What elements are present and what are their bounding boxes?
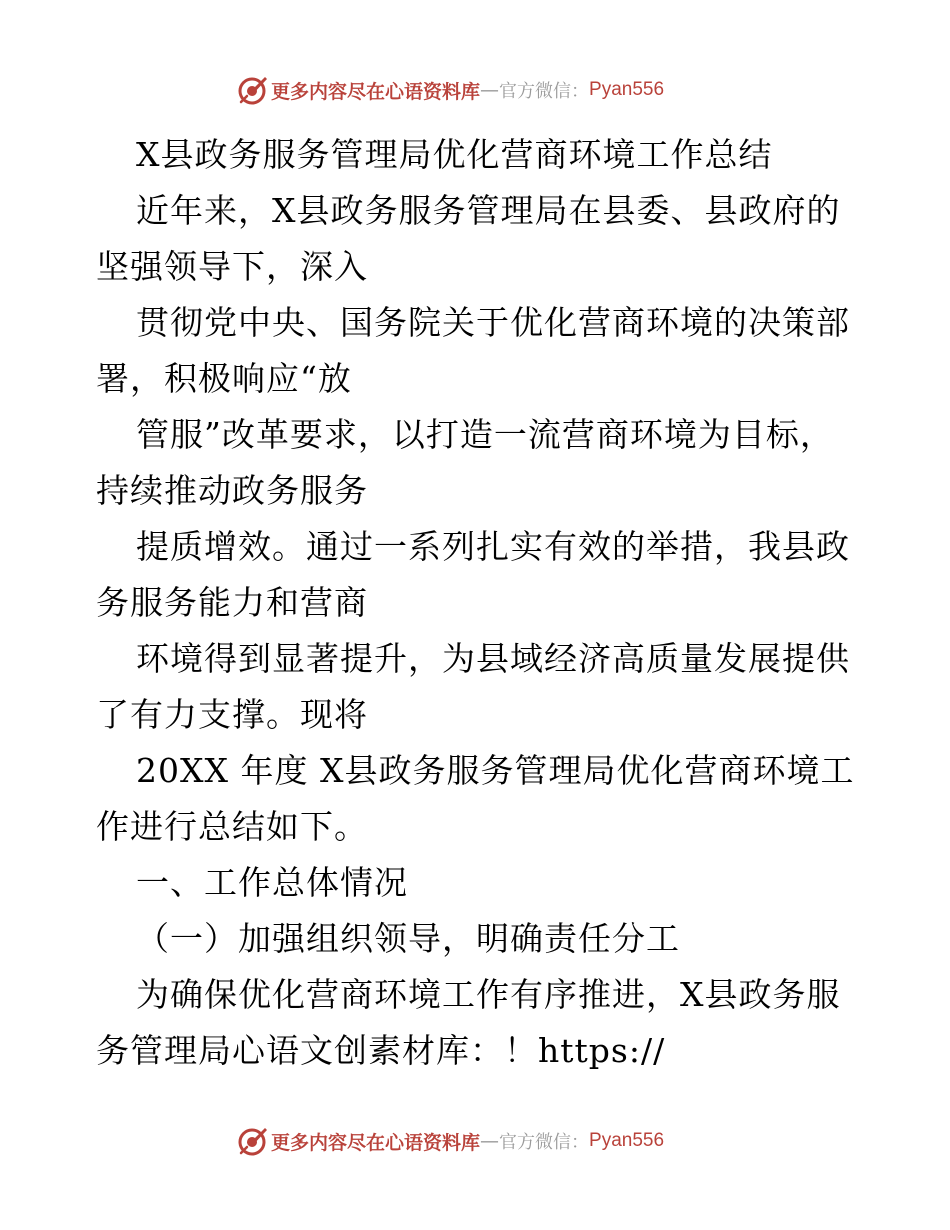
watermark-separator: — bbox=[480, 79, 500, 101]
paragraph-line: 坚强领导下，深入 bbox=[96, 247, 368, 286]
paragraph-line: 务管理局心语文创素材库：！https:// bbox=[96, 1031, 666, 1070]
quill-pen-logo-icon bbox=[235, 1124, 269, 1158]
subsection-heading: （一）加强组织领导，明确责任分工 bbox=[136, 919, 680, 958]
watermark-sub-text: 官方微信： bbox=[499, 81, 590, 102]
paragraph-line: 了有力支撑。现将 bbox=[96, 695, 368, 734]
watermark-main-text: 更多内容尽在心语资料库 bbox=[271, 80, 481, 103]
quill-pen-logo-icon bbox=[235, 73, 269, 107]
paragraph-line: 近年来，X县政务服务管理局在县委、县政府的 bbox=[136, 191, 841, 230]
paragraph-line: 环境得到显著提升，为县域经济高质量发展提供 bbox=[136, 639, 850, 678]
paragraph-line: 提质增效。通过一系列扎实有效的举措，我县政 bbox=[136, 527, 850, 566]
document-title: X县政务服务管理局优化营商环境工作总结 bbox=[136, 135, 773, 174]
paragraph-line: 管服”改革要求，以打造一流营商环境为目标， bbox=[136, 415, 834, 454]
section-heading: 一、工作总体情况 bbox=[136, 863, 408, 902]
paragraph-line: 为确保优化营商环境工作有序推进，X县政务服 bbox=[136, 975, 841, 1014]
watermark-wechat-id: Pyan556 bbox=[589, 79, 665, 100]
footer-watermark-banner bbox=[235, 1124, 664, 1158]
paragraph-line: 务服务能力和营商 bbox=[96, 583, 368, 622]
paragraph-line: 持续推动政务服务 bbox=[96, 471, 368, 510]
watermark-wechat-id: Pyan556 bbox=[589, 1130, 665, 1151]
paragraph-line: 作进行总结如下。 bbox=[96, 807, 368, 846]
watermark-separator: — bbox=[480, 1130, 500, 1152]
document-body bbox=[96, 127, 866, 1079]
watermark-sub-text: 官方微信： bbox=[499, 1132, 590, 1153]
paragraph-line: 贯彻党中央、国务院关于优化营商环境的决策部 bbox=[136, 303, 850, 342]
paragraph-line: 署，积极响应“放 bbox=[96, 359, 352, 398]
paragraph-line: 20XX 年度 X县政务服务管理局优化营商环境工 bbox=[136, 751, 855, 790]
header-watermark-banner bbox=[235, 73, 664, 107]
watermark-main-text: 更多内容尽在心语资料库 bbox=[271, 1131, 481, 1154]
